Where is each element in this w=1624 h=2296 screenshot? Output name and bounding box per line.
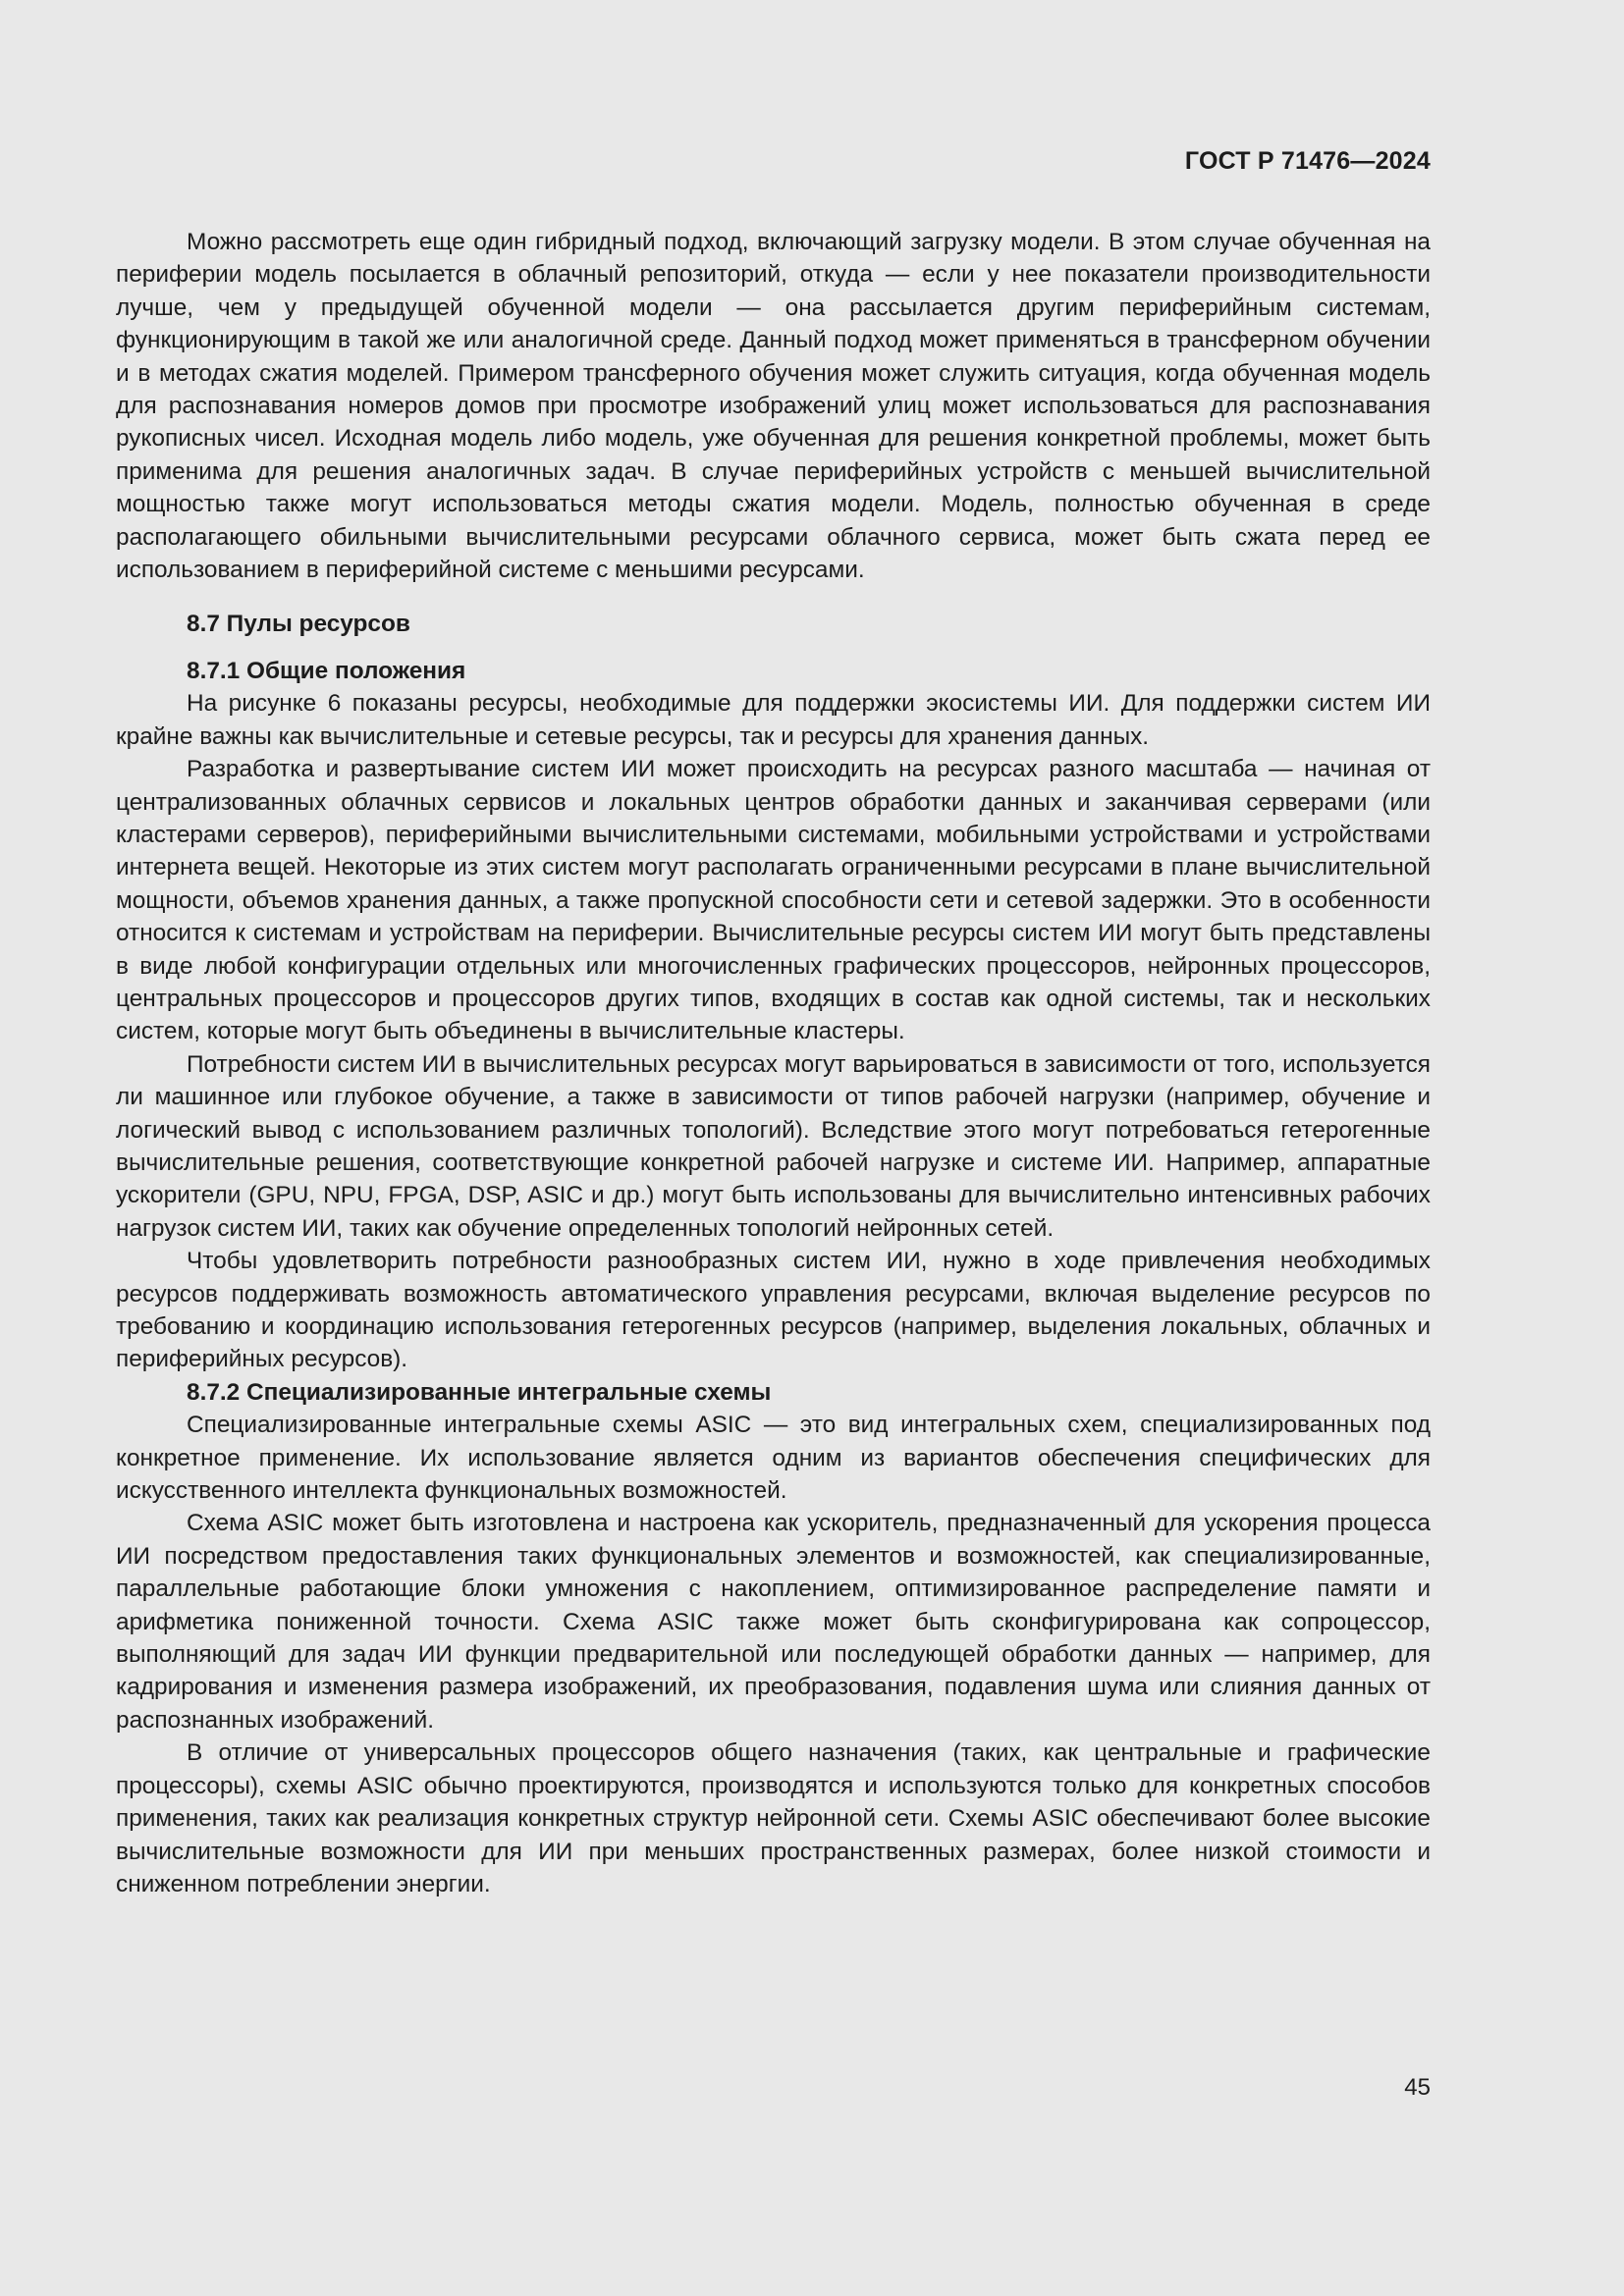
subsection-heading-8-7-1: 8.7.1 Общие положения <box>187 657 466 684</box>
section-heading-8-7: 8.7 Пулы ресурсов <box>187 611 410 638</box>
paragraph-8-7-2-asic-accelerator: Схема ASIC может быть изготовлена и настроена как ускоритель, предназначенный для ускорения процесса ИИ посредством предоставления таких функциональных элементов и возможностей, как специализированные, параллельные работающие блоки умножения с накоплением, оптимизированное распределение памяти и арифметика пониженной точности. Схема ASIC также может быть сконфигурирована как сопроцессор, выполняющий для задач ИИ функции предварительной или последующей обработки данных — например, для кадрирования и изменения размера изображений, их преобразования, подавления шума или слияния данных от распознанных изображений. <box>116 1510 1431 1734</box>
paragraph-8-7-2-asic-vs-general: В отличие от универсальных процессоров общего назначения (таких, как центральные и графические процессоры), схемы ASIC обычно проектируются, производятся и используются только для конкретных способов применения, таких как реализация конкретных структур нейронной сети. Схемы ASIC обеспечивают более высокие вычислительные возможности для ИИ при меньших пространственных размерах, более низкой стоимости и сниженном потреблении энергии. <box>116 1739 1431 1897</box>
page-number: 45 <box>1404 2074 1431 2101</box>
paragraph-8-7-2-asic-definition: Специализированные интегральные схемы ASIC — это вид интегральных схем, специализированных под конкретное применение. Их использование является одним из вариантов обеспечения специфических для искусственного интеллекта функциональных возможностей. <box>116 1412 1431 1505</box>
paragraph-8-7-1-deployment: Разработка и развертывание систем ИИ может происходить на ресурсах разного масштаба — начиная от централизованных облачных сервисов и локальных центров обработки данных и заканчивая серверами (или кластерами серверов), периферийными вычислительными системами, мобильными устройствами и устройствами интернета вещей. Некоторые из этих систем могут располагать ограниченными ресурсами в плане вычислительной мощности, объемов хранения данных, а также пропускной способности сети и сетевой задержки. Это в особенности относится к системам и устройствам на периферии. Вычислительные ресурсы систем ИИ могут быть представлены в виде любой конфигурации отдельных или многочисленных графических процессоров, нейронных процессоров, центральных процессоров и процессоров других типов, входящих в состав как одной системы, так и нескольких систем, которые могут быть объединены в вычислительные кластеры. <box>116 756 1431 1045</box>
paragraph-8-7-1-resources: На рисунке 6 показаны ресурсы, необходимые для поддержки экосистемы ИИ. Для поддержки систем ИИ крайне важны как вычислительные и сетевые ресурсы, так и ресурсы для хранения данных. <box>116 690 1431 750</box>
paragraph-8-7-1-compute-needs: Потребности систем ИИ в вычислительных ресурсах могут варьироваться в зависимости от того, используется ли машинное или глубокое обучение, а также в зависимости от типов рабочей нагрузки (например, обучение и логический вывод с использованием различных топологий). Вследствие этого могут потребоваться гетерогенные вычислительные решения, соответствующие конкретной рабочей нагрузке и системе ИИ. Например, аппаратные ускорители (GPU, NPU, FPGA, DSP, ASIC и др.) могут быть использованы для вычислительно интенсивных рабочих нагрузок систем ИИ, таких как обучение определенных топологий нейронных сетей. <box>116 1050 1431 1242</box>
paragraph-hybrid-approach: Можно рассмотреть еще один гибридный подход, включающий загрузку модели. В этом случае обученная на периферии модель посылается в облачный репозиторий, откуда — если у нее показатели производительности лучше, чем у предыдущей обученной модели — она рассылается другим периферийным системам, функционирующим в такой же или аналогичной среде. Данный подход может применяться в трансферном обучении и в методах сжатия моделей. Примером трансферного обучения может служить ситуация, когда обученная модель для распознавания номеров домов при просмотре изображений улиц может использоваться для распознавания рукописных чисел. Исходная модель либо модель, уже обученная для решения конкретной проблемы, может быть применима для решения аналогичных задач. В случае периферийных устройств с меньшей вычислительной мощностью также могут использоваться методы сжатия модели. Модель, полностью обученная в среде располагающего обильными вычислительными ресурсами облачного сервиса, может быть сжата перед ее использованием в периферийной системе с меньшими ресурсами. <box>116 229 1431 584</box>
document-header-standard-id: ГОСТ Р 71476—2024 <box>1184 147 1431 175</box>
document-body <box>116 226 1431 1900</box>
paragraph-8-7-1-resource-management: Чтобы удовлетворить потребности разнообразных систем ИИ, нужно в ходе привлечения необходимых ресурсов поддерживать возможность автоматического управления ресурсами, включая выделение ресурсов по требованию и координацию использования гетерогенных ресурсов (например, выделения локальных, облачных и периферийных ресурсов). <box>116 1248 1431 1373</box>
subsection-heading-8-7-2: 8.7.2 Специализированные интегральные схемы <box>187 1378 772 1406</box>
